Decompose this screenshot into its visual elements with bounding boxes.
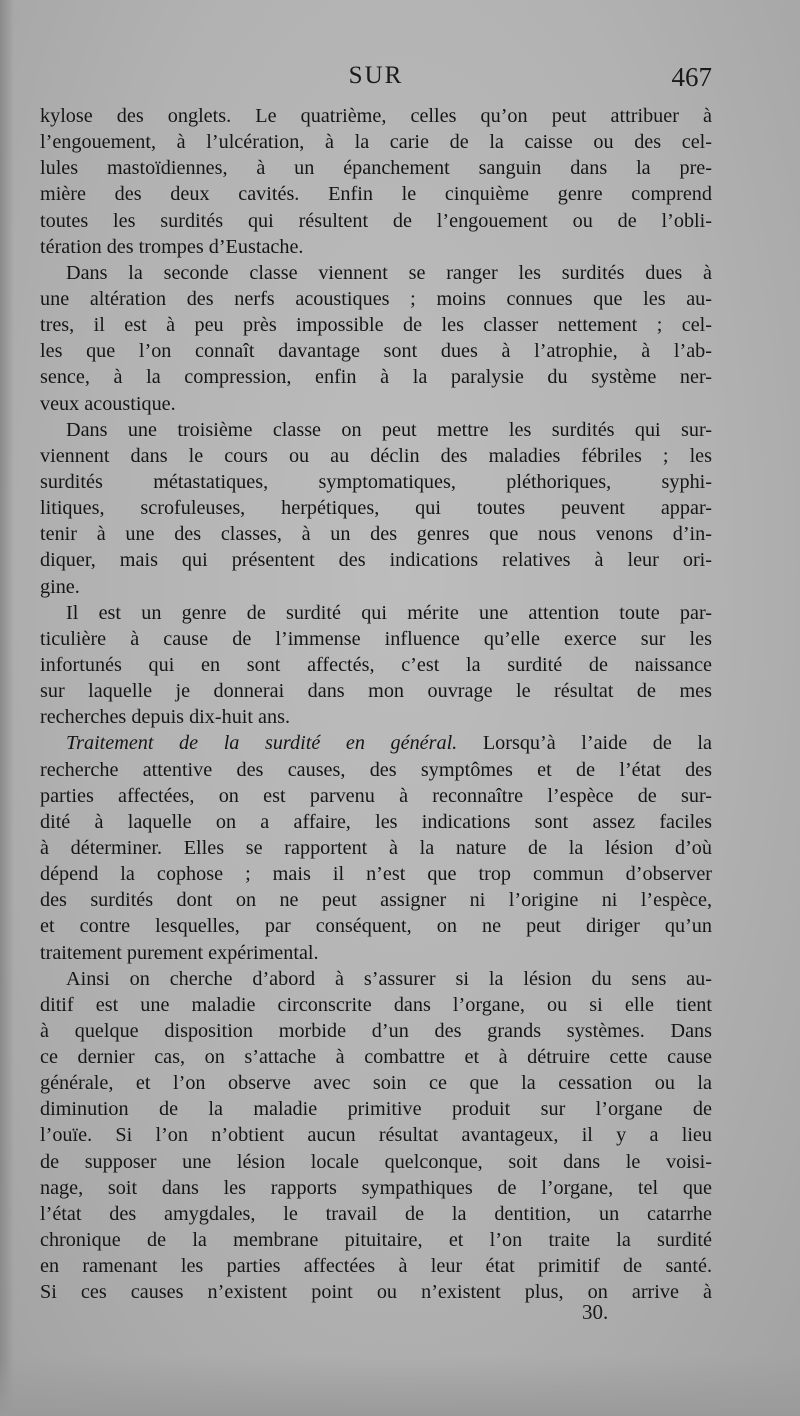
text-line: les que l’on connaît davantage sont dues à l’atrophie, à l’ab- bbox=[40, 340, 712, 363]
text-line: ditif est une maladie circonscrite dans l’organe, ou si elle tient bbox=[40, 993, 712, 1016]
text-line: une altération des nerfs acoustiques ; moins connues que les au- bbox=[40, 287, 712, 310]
text-line: dité à laquelle on a affaire, les indications sont assez faciles bbox=[40, 810, 712, 833]
text-line: en ramenant les parties affectées à leur état primitif de santé. bbox=[40, 1255, 712, 1278]
text-line: viennent dans le cours ou au déclin des maladies fébriles ; les bbox=[40, 444, 712, 467]
text-line: Si ces causes n’existent point ou n’existent plus, on arrive à bbox=[40, 1281, 712, 1304]
text-line: et contre lesquelles, par conséquent, on ne peut diriger qu’un bbox=[40, 915, 712, 938]
text-line: tres, il est à peu près impossible de les classer nettement ; cel- bbox=[40, 314, 712, 337]
text-line-with-heading bbox=[40, 730, 712, 756]
text-line: mière des deux cavités. Enfin le cinquième genre comprend bbox=[40, 183, 712, 206]
text-line: sur laquelle je donnerai dans mon ouvrage le résultat de mes bbox=[40, 680, 712, 703]
text-line: de supposer une lésion locale quelconque, soit dans le voisi- bbox=[40, 1150, 712, 1173]
text-line: générale, et l’on observe avec soin ce que la cessation ou la bbox=[40, 1072, 712, 1095]
text-line: l’engouement, à l’ulcération, à la carie de la caisse ou des cel- bbox=[40, 131, 712, 154]
text-line: parties affectées, on est parvenu à reconnaître l’espèce de sur- bbox=[40, 784, 712, 807]
text-line: Dans la seconde classe viennent se ranger les surdités dues à bbox=[66, 261, 712, 284]
text-line: des surdités dont on ne peut assigner ni l’origine ni l’espèce, bbox=[40, 889, 712, 912]
text-line: traitement purement expérimental. bbox=[40, 941, 319, 964]
text-line: à quelque disposition morbide d’un des grands systèmes. Dans bbox=[40, 1019, 712, 1042]
text-line: l’ouïe. Si l’on n’obtient aucun résultat avantageux, il y a lieu bbox=[40, 1124, 712, 1147]
text-line: Il est un genre de surdité qui mérite une attention toute par- bbox=[66, 601, 712, 624]
text-line: l’état des amygdales, le travail de la dentition, un catarrhe bbox=[40, 1202, 712, 1225]
text-line: diminution de la maladie primitive produit sur l’organe de bbox=[40, 1098, 712, 1121]
text-line: sence, à la compression, enfin à la paralysie du système ner- bbox=[40, 366, 712, 389]
text-line: chronique de la membrane pituitaire, et l’on traite la surdité bbox=[40, 1229, 712, 1252]
text-line: Dans une troisième classe on peut mettre les surdités qui sur- bbox=[66, 418, 712, 441]
page-shadow-bottom bbox=[0, 1356, 800, 1416]
text-line: gine. bbox=[40, 575, 80, 598]
text-line: veux acoustique. bbox=[40, 392, 176, 415]
text-line: recherche attentive des causes, des symptômes et de l’état des bbox=[40, 758, 712, 781]
page-number: 467 bbox=[671, 62, 712, 92]
text-line: dépend la cophose ; mais il n’est que trop commun d’observer bbox=[40, 863, 712, 886]
text-line: toutes les surdités qui résultent de l’engouement ou de l’obli- bbox=[40, 209, 712, 232]
text-line: infortunés qui en sont affectés, c’est la surdité de naissance bbox=[40, 653, 712, 676]
text-line: recherches depuis dix-huit ans. bbox=[40, 706, 291, 729]
text-line: kylose des onglets. Le quatrième, celles qu’on peut attribuer à bbox=[40, 105, 712, 127]
text-line: litiques, scrofuleuses, herpétiques, qui toutes peuvent appar- bbox=[40, 497, 712, 520]
text-run: Lorsqu’à l’aide de la bbox=[482, 732, 712, 755]
running-head: SUR bbox=[348, 62, 404, 89]
text-line: Ainsi on cherche d’abord à s’assurer si la lésion du sens au- bbox=[66, 967, 712, 990]
signature-mark: 30. bbox=[582, 1300, 609, 1324]
text-line: surdités métastatiques, symptomatiques, pléthoriques, syphi- bbox=[40, 470, 712, 493]
text-line: ticulière à cause de l’immense influence qu’elle exerce sur les bbox=[40, 627, 712, 650]
text-line: lules mastoïdiennes, à un épanchement sanguin dans la pre- bbox=[40, 157, 712, 180]
text-line: tération des trompes d’Eustache. bbox=[40, 235, 304, 258]
body-text bbox=[40, 103, 712, 1305]
text-line: tenir à une des classes, à un des genres que nous venons d’in- bbox=[40, 523, 712, 546]
page-header bbox=[40, 62, 712, 102]
text-line: nage, soit dans les rapports sympathiques de l’organe, tel que bbox=[40, 1176, 712, 1199]
text-line: à déterminer. Elles se rapportent à la nature de la lésion d’où bbox=[40, 836, 712, 859]
section-heading-italic: Traitement de la surdité en général. bbox=[66, 732, 458, 755]
text-line: ce dernier cas, on s’attache à combattre et à détruire cette cause bbox=[40, 1046, 712, 1069]
page-shadow-left bbox=[0, 0, 14, 1416]
text-line: diquer, mais qui présentent des indications relatives à leur ori- bbox=[40, 549, 712, 572]
